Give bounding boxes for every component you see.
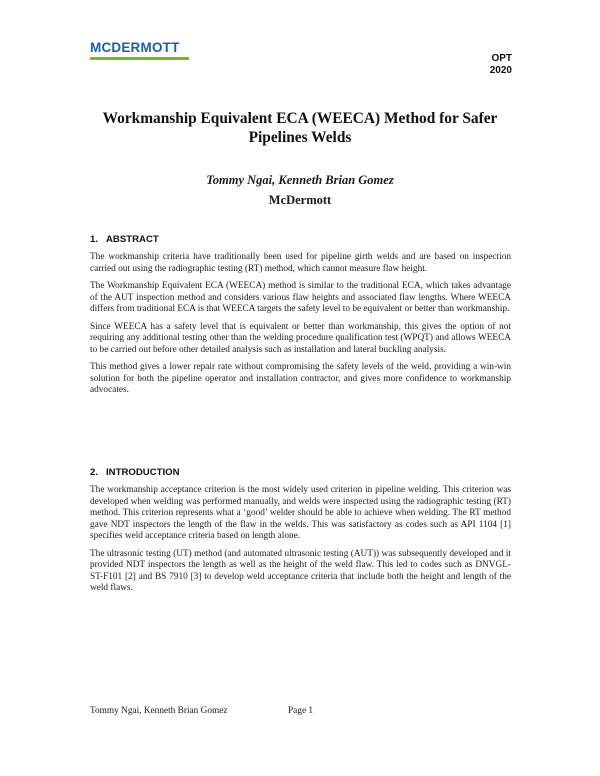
section-body-introduction bbox=[90, 485, 511, 601]
footer-authors: Tommy Ngai, Kenneth Brian Gomez bbox=[90, 706, 228, 716]
section-heading-introduction bbox=[90, 467, 180, 479]
page-footer bbox=[90, 706, 314, 717]
paragraph: Since WEECA has a safety level that is equivalent or better than workmanship, this gives the option of not requiring any additional testing other than the welding procedure qualification test (WPQT) and allows WEECA to be carried out before other detailed analysis such as installation and lateral buckling analysis. bbox=[90, 321, 511, 355]
conference-year: 2020 bbox=[489, 65, 512, 76]
conference-name: OPT bbox=[491, 53, 512, 64]
section-title: ABSTRACT bbox=[106, 234, 159, 245]
page-number: Page 1 bbox=[288, 706, 314, 716]
paragraph: This method gives a lower repair rate without compromising the safety levels of the weld, providing a win-win solution for both the pipeline operator and installation contractor, and gives more confidence to workmanship advocates. bbox=[90, 362, 511, 395]
section-body-abstract bbox=[90, 252, 511, 403]
logo-underline bbox=[90, 57, 189, 60]
paper-title bbox=[90, 109, 510, 147]
section-number: 2. bbox=[90, 467, 99, 478]
paragraph: The workmanship acceptance criterion is the most widely used criterion in pipeline welding. This criterion was developed when welding was performed manually, and welds were inspected using the radiographic testing (RT) method. This criterion represents what a ‘good’ welder should be able to achieve when welding. The RT method gave NDT inspectors the length of the flaw in the welds. This was satisfactory as codes such as API 1104 [1] specifies weld acceptance criteria based on length alone. bbox=[90, 485, 511, 541]
section-heading-abstract bbox=[90, 234, 159, 246]
section-title: INTRODUCTION bbox=[106, 467, 180, 478]
paper-affiliation: McDermott bbox=[268, 193, 332, 207]
paper-authors: Tommy Ngai, Kenneth Brian Gomez bbox=[206, 173, 394, 187]
paragraph: The workmanship criteria have traditionally been used for pipeline girth welds and are based on inspection carried out using the radiographic testing (RT) method, which cannot measure flaw height. bbox=[90, 252, 511, 274]
company-logo bbox=[90, 40, 194, 66]
paragraph: The ultrasonic testing (UT) method (and automated ultrasonic testing (AUT)) was subsequently developed and it provided NDT inspectors the length as well as the height of the weld flaw. This led to codes such as DNVGL-ST-F101 [2] and BS 7910 [3] to develop weld acceptance criteria that include both the height and length of the weld flaws. bbox=[90, 548, 511, 593]
paper-title-line-1: Workmanship Equivalent ECA (WEECA) Method for Safer bbox=[102, 110, 498, 127]
paper-title-line-2: Pipelines Welds bbox=[248, 129, 352, 146]
conference-tag bbox=[490, 53, 512, 77]
section-number: 1. bbox=[90, 234, 99, 245]
paragraph: The Workmanship Equivalent ECA (WEECA) method is similar to the traditional ECA, which takes advantage of the AUT inspection method and considers various flaw heights and associated flaw lengths. Where WEECA differs from traditional ECA is that WEECA targets the safety level to be equivalent or better than workmanship. bbox=[90, 281, 511, 314]
logo-wordmark: MCDERMOTT bbox=[90, 40, 180, 55]
